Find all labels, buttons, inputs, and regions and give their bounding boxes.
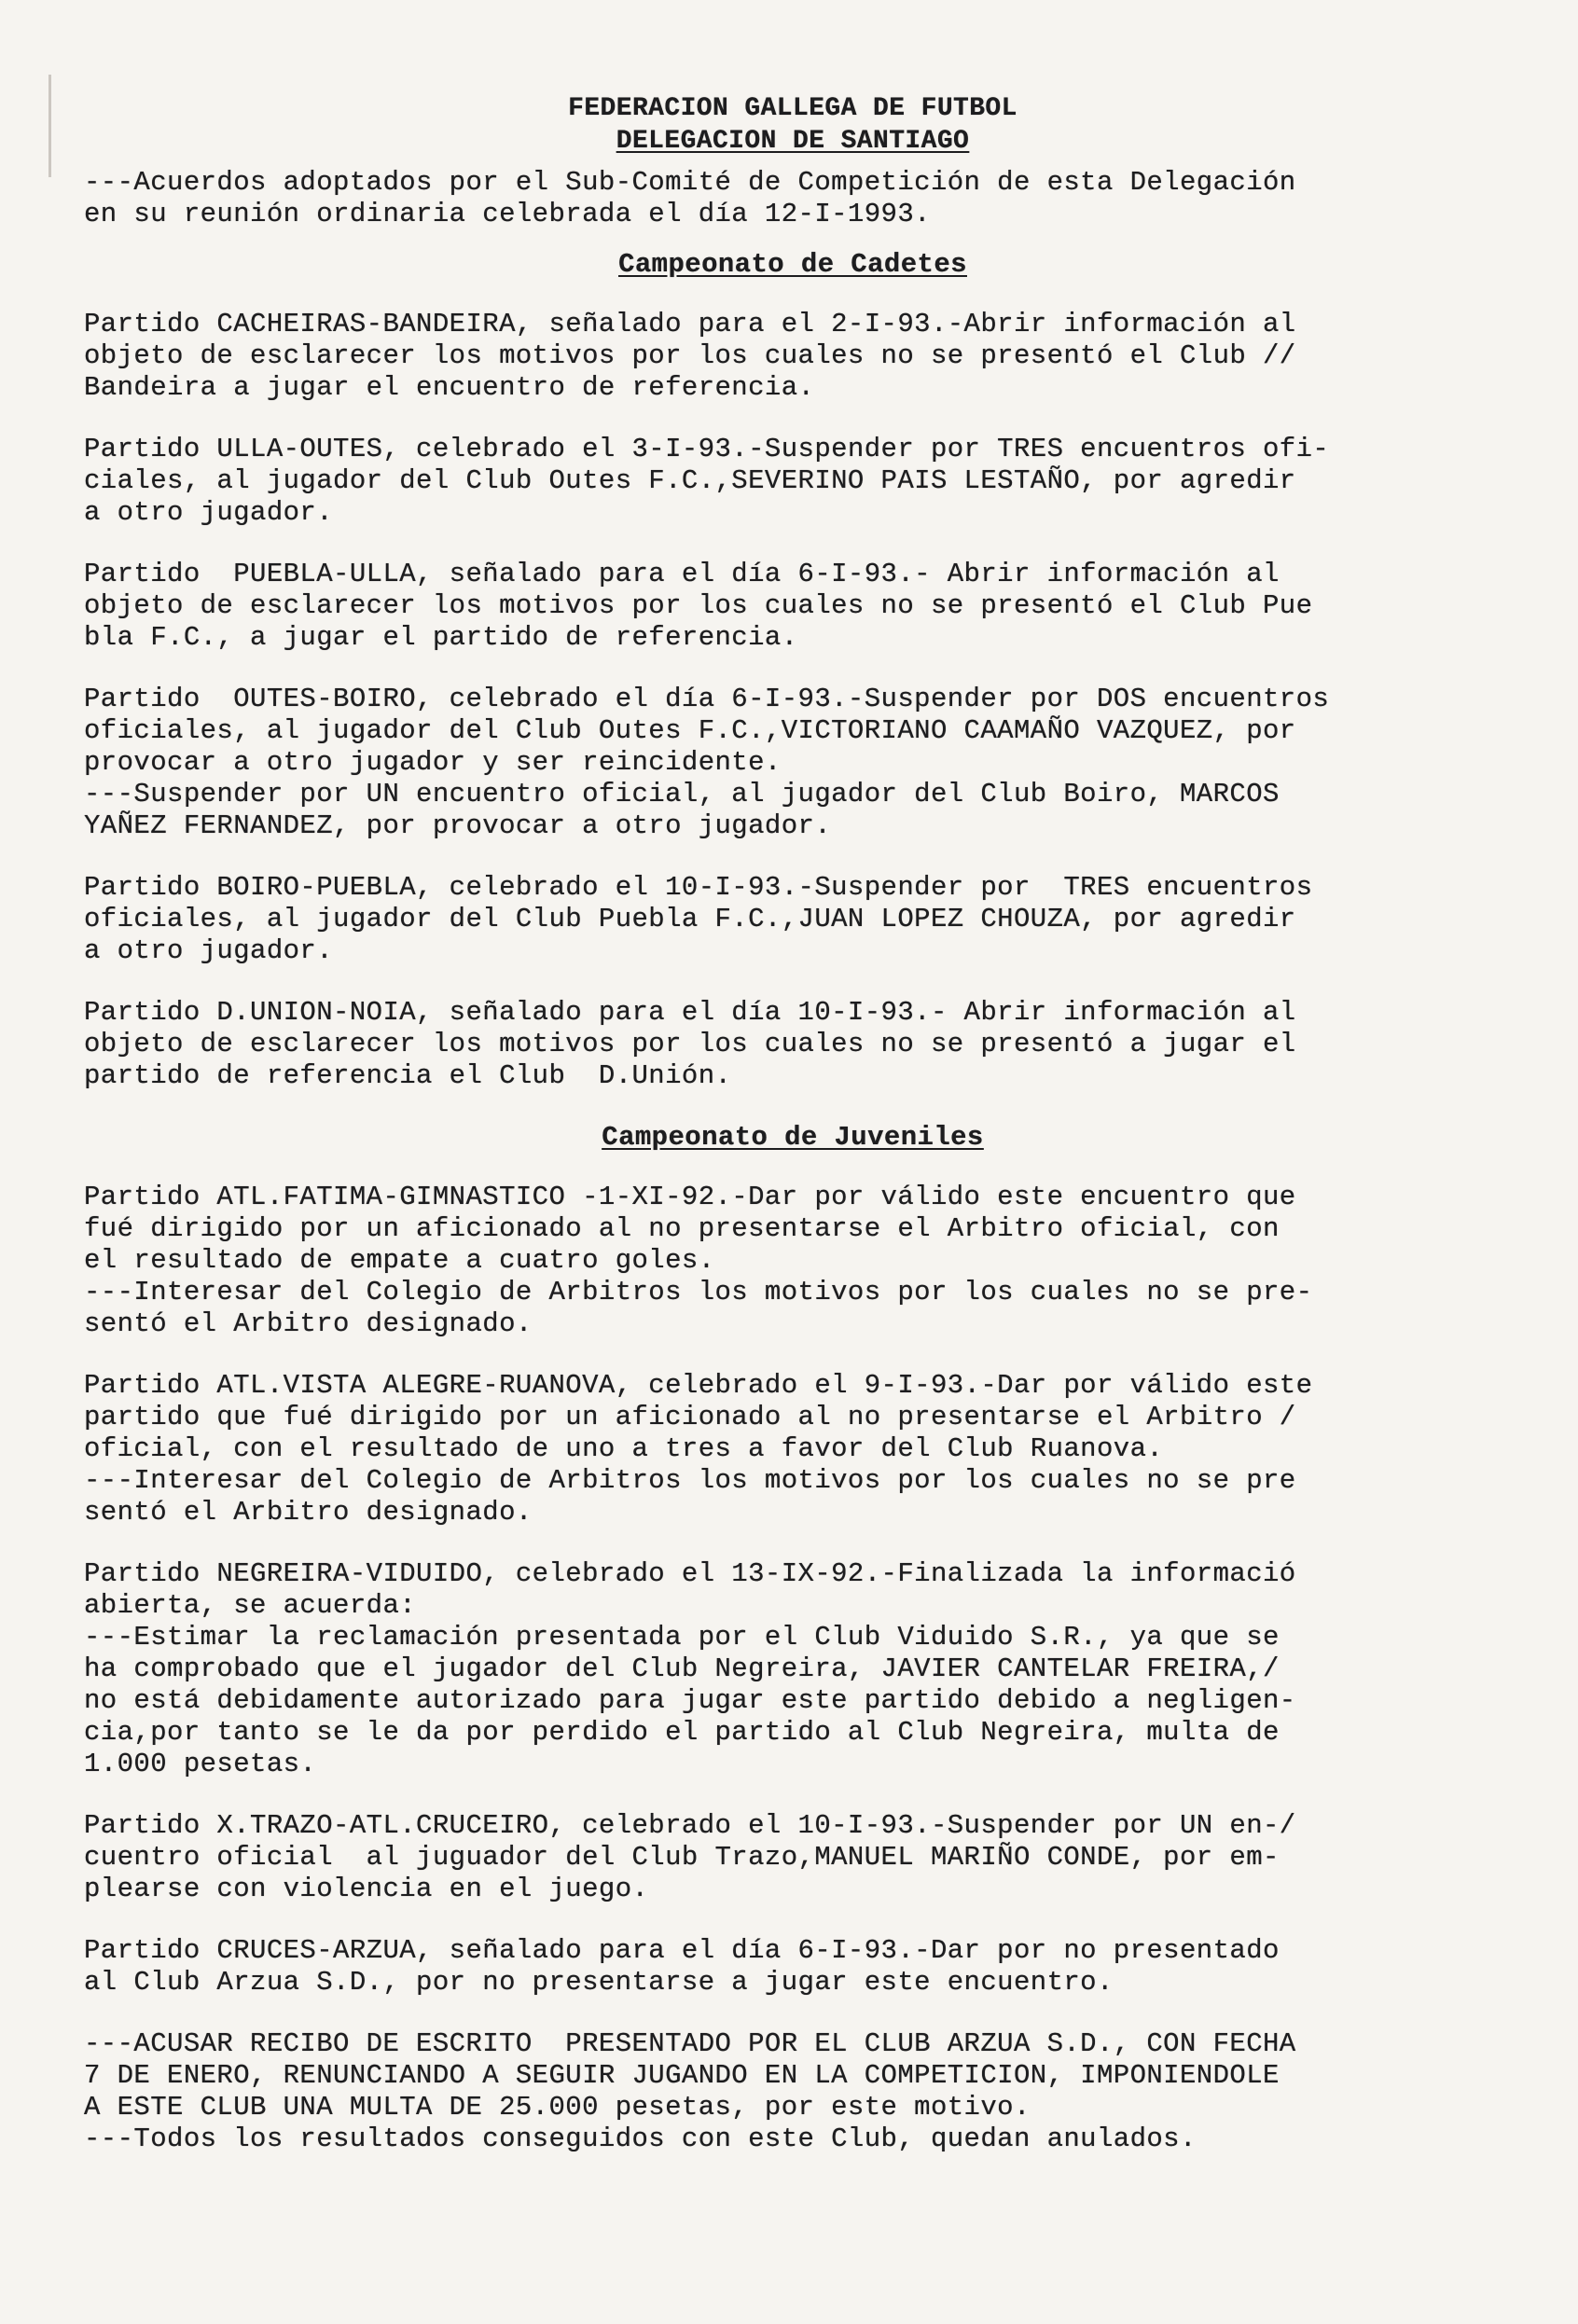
- resolution-paragraph: [84, 1370, 1502, 1529]
- paragraph-line: partido que fué dirigido por un aficionado al no presentarse el Arbitro /: [84, 1402, 1296, 1432]
- paragraph-line: Partido PUEBLA-ULLA, señalado para el día 6-I-93.- Abrir información al: [84, 559, 1280, 589]
- paragraph-line: Partido BOIRO-PUEBLA, celebrado el 10-I-93.-Suspender por TRES encuentros: [84, 872, 1313, 903]
- paragraph-line: objeto de esclarecer los motivos por los cuales no se presentó a jugar el: [84, 1029, 1296, 1059]
- section-title: [84, 1122, 1502, 1154]
- paragraph-line: cuentro oficial al juguador del Club Trazo,MANUEL MARIÑO CONDE, por em-: [84, 1842, 1280, 1873]
- paragraph-line: el resultado de empate a cuatro goles.: [84, 1245, 715, 1276]
- paragraph-line: sentó el Arbitro designado.: [84, 1497, 533, 1528]
- section-title-text: Campeonato de Cadetes: [618, 249, 967, 280]
- paragraph-line: Partido NEGREIRA-VIDUIDO, celebrado el 13-IX-92.-Finalizada la informació: [84, 1558, 1296, 1589]
- paragraph-line: Partido CACHEIRAS-BANDEIRA, señalado para el 2-I-93.-Abrir información al: [84, 309, 1296, 339]
- resolution-paragraph: [84, 1810, 1502, 1905]
- paragraph-line: ---ACUSAR RECIBO DE ESCRITO PRESENTADO POR EL CLUB ARZUA S.D., CON FECHA: [84, 2028, 1296, 2059]
- paragraph-line: objeto de esclarecer los motivos por los cuales no se presentó el Club //: [84, 340, 1296, 371]
- intro-line: ---Acuerdos adoptados por el Sub-Comité de Competición de esta Delegación: [84, 167, 1296, 198]
- paragraph-line: a otro jugador.: [84, 935, 334, 966]
- paragraph-line: A ESTE CLUB UNA MULTA DE 25.000 pesetas, por este motivo.: [84, 2092, 1031, 2123]
- paragraph-line: Partido OUTES-BOIRO, celebrado el día 6-I-93.-Suspender por DOS encuentros: [84, 684, 1330, 714]
- resolution-paragraph: [84, 684, 1502, 842]
- paragraph-line: fué dirigido por un aficionado al no presentarse el Arbitro oficial, con: [84, 1213, 1280, 1244]
- resolution-paragraph: [84, 1182, 1502, 1340]
- resolution-paragraph: [84, 309, 1502, 404]
- paragraph-line: objeto de esclarecer los motivos por los cuales no se presentó el Club Pue: [84, 590, 1313, 621]
- federation-name: FEDERACION GALLEGA DE FUTBOL: [568, 94, 1017, 123]
- paragraph-line: bla F.C., a jugar el partido de referencia.: [84, 622, 798, 653]
- paragraph-line: oficial, con el resultado de uno a tres a favor del Club Ruanova.: [84, 1433, 1164, 1464]
- paragraph-line: a otro jugador.: [84, 497, 334, 528]
- sections-container: [84, 249, 1502, 2155]
- resolution-paragraph: [84, 559, 1502, 654]
- paragraph-line: abierta, se acuerda:: [84, 1590, 417, 1621]
- paragraph-line: YAÑEZ FERNANDEZ, por provocar a otro jugador.: [84, 810, 832, 841]
- paragraph-line: ---Estimar la reclamación presentada por el Club Viduido S.R., ya que se: [84, 1622, 1280, 1653]
- paragraph-line: Bandeira a jugar el encuentro de referencia.: [84, 372, 815, 403]
- paragraph-line: ---Interesar del Colegio de Arbitros los motivos por los cuales no se pre: [84, 1465, 1296, 1496]
- resolution-paragraph: [84, 434, 1502, 529]
- paragraph-line: ---Suspender por UN encuentro oficial, al jugador del Club Boiro, MARCOS: [84, 779, 1280, 809]
- resolution-paragraph: [84, 2028, 1502, 2155]
- section-title: [84, 249, 1502, 281]
- paragraph-line: ---Interesar del Colegio de Arbitros los motivos por los cuales no se pre-: [84, 1277, 1313, 1307]
- delegation-name: DELEGACION DE SANTIAGO: [616, 127, 970, 156]
- paragraph-line: Partido X.TRAZO-ATL.CRUCEIRO, celebrado el 10-I-93.-Suspender por UN en-/: [84, 1810, 1296, 1841]
- paragraph-line: Partido D.UNION-NOIA, señalado para el día 10-I-93.- Abrir información al: [84, 997, 1296, 1028]
- paragraph-line: oficiales, al jugador del Club Puebla F.C.,JUAN LOPEZ CHOUZA, por agredir: [84, 904, 1296, 934]
- section-title-text: Campeonato de Juveniles: [602, 1122, 984, 1153]
- paragraph-line: sentó el Arbitro designado.: [84, 1308, 533, 1339]
- paragraph-line: cia,por tanto se le da por perdido el partido al Club Negreira, multa de: [84, 1717, 1280, 1748]
- paragraph-line: plearse con violencia en el juego.: [84, 1874, 649, 1904]
- paragraph-line: provocar a otro jugador y ser reincidente.: [84, 747, 782, 778]
- paragraph-line: partido de referencia el Club D.Unión.: [84, 1060, 732, 1091]
- paragraph-line: ---Todos los resultados conseguidos con este Club, quedan anulados.: [84, 2123, 1197, 2154]
- resolution-paragraph: [84, 1558, 1502, 1780]
- paragraph-line: oficiales, al jugador del Club Outes F.C.,VICTORIANO CAAMAÑO VAZQUEZ, por: [84, 715, 1296, 746]
- paragraph-line: 7 DE ENERO, RENUNCIANDO A SEGUIR JUGANDO EN LA COMPETICION, IMPONIENDOLE: [84, 2060, 1280, 2091]
- paragraph-line: Partido ULLA-OUTES, celebrado el 3-I-93.-Suspender por TRES encuentros ofi-: [84, 434, 1330, 464]
- paragraph-line: ciales, al jugador del Club Outes F.C.,SEVERINO PAIS LESTAÑO, por agredir: [84, 465, 1296, 496]
- resolution-paragraph: [84, 1935, 1502, 1999]
- intro-paragraph: [84, 167, 1502, 230]
- paragraph-line: Partido ATL.FATIMA-GIMNASTICO -1-XI-92.-Dar por válido este encuentro que: [84, 1182, 1296, 1212]
- resolution-paragraph: [84, 997, 1502, 1092]
- document-body: [84, 93, 1502, 2185]
- page-edge-mark: [48, 75, 51, 177]
- paragraph-line: 1.000 pesetas.: [84, 1749, 317, 1779]
- paragraph-line: no está debidamente autorizado para jugar este partido debido a negligen-: [84, 1685, 1296, 1716]
- paragraph-line: al Club Arzua S.D., por no presentarse a jugar este encuentro.: [84, 1967, 1114, 1998]
- paragraph-line: ha comprobado que el jugador del Club Negreira, JAVIER CANTELAR FREIRA,/: [84, 1653, 1280, 1684]
- paragraph-line: Partido CRUCES-ARZUA, señalado para el día 6-I-93.-Dar por no presentado: [84, 1935, 1280, 1966]
- resolution-paragraph: [84, 872, 1502, 967]
- letterhead: [84, 93, 1502, 158]
- intro-line: en su reunión ordinaria celebrada el día 12-I-1993.: [84, 199, 931, 229]
- paragraph-line: Partido ATL.VISTA ALEGRE-RUANOVA, celebrado el 9-I-93.-Dar por válido este: [84, 1370, 1313, 1401]
